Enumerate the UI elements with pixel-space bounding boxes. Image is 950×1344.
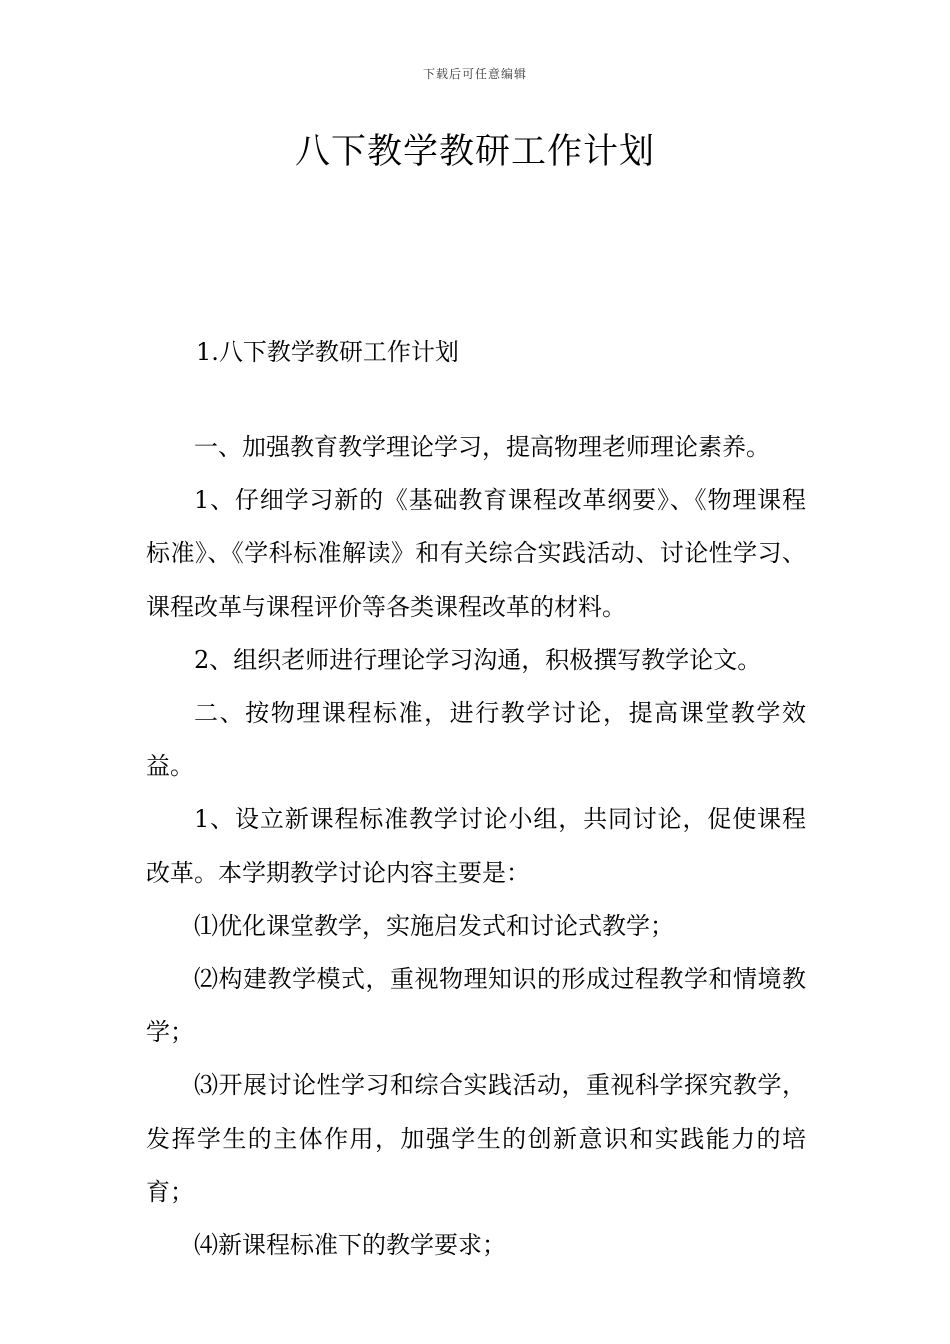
paragraph: ⑷新课程标准下的教学要求； <box>194 1231 506 1260</box>
paragraph: ⑵构建教学模式，重视物理知识的形成过程教学和情境教学； <box>146 965 806 1047</box>
section-subtitle: 1.八下教学教研工作计划 <box>196 338 459 366</box>
document-title: 八下教学教研工作计划 <box>294 132 655 172</box>
header-note: 下载后可任意编辑 <box>422 67 527 81</box>
paragraph: 1、仔细学习新的《基础教育课程改革纲要》、《物理课程标准》、《学科标准解读》和有关综合实践活动、讨论性学习、课程改革与课程评价等各类课程改革的材料。 <box>146 486 806 621</box>
paragraph: ⑴优化课堂教学，实施启发式和讨论式教学； <box>194 911 674 940</box>
paragraph: 1、设立新课程标准教学讨论小组，共同讨论，促使课程改革。本学期教学讨论内容主要是： <box>146 805 806 887</box>
paragraph: 一、加强教育教学理论学习，提高物理老师理论素养。 <box>194 433 770 461</box>
paragraph: 二、按物理课程标准，进行教学讨论，提高课堂教学效益。 <box>146 699 806 781</box>
paragraph: ⑶开展讨论性学习和综合实践活动，重视科学探究教学，发挥学生的主体作用，加强学生的创新意识和实践能力的培育； <box>146 1071 806 1206</box>
paragraph: 2、组织老师进行理论学习沟通，积极撰写教学论文。 <box>194 645 762 674</box>
body-text <box>146 421 806 1272</box>
